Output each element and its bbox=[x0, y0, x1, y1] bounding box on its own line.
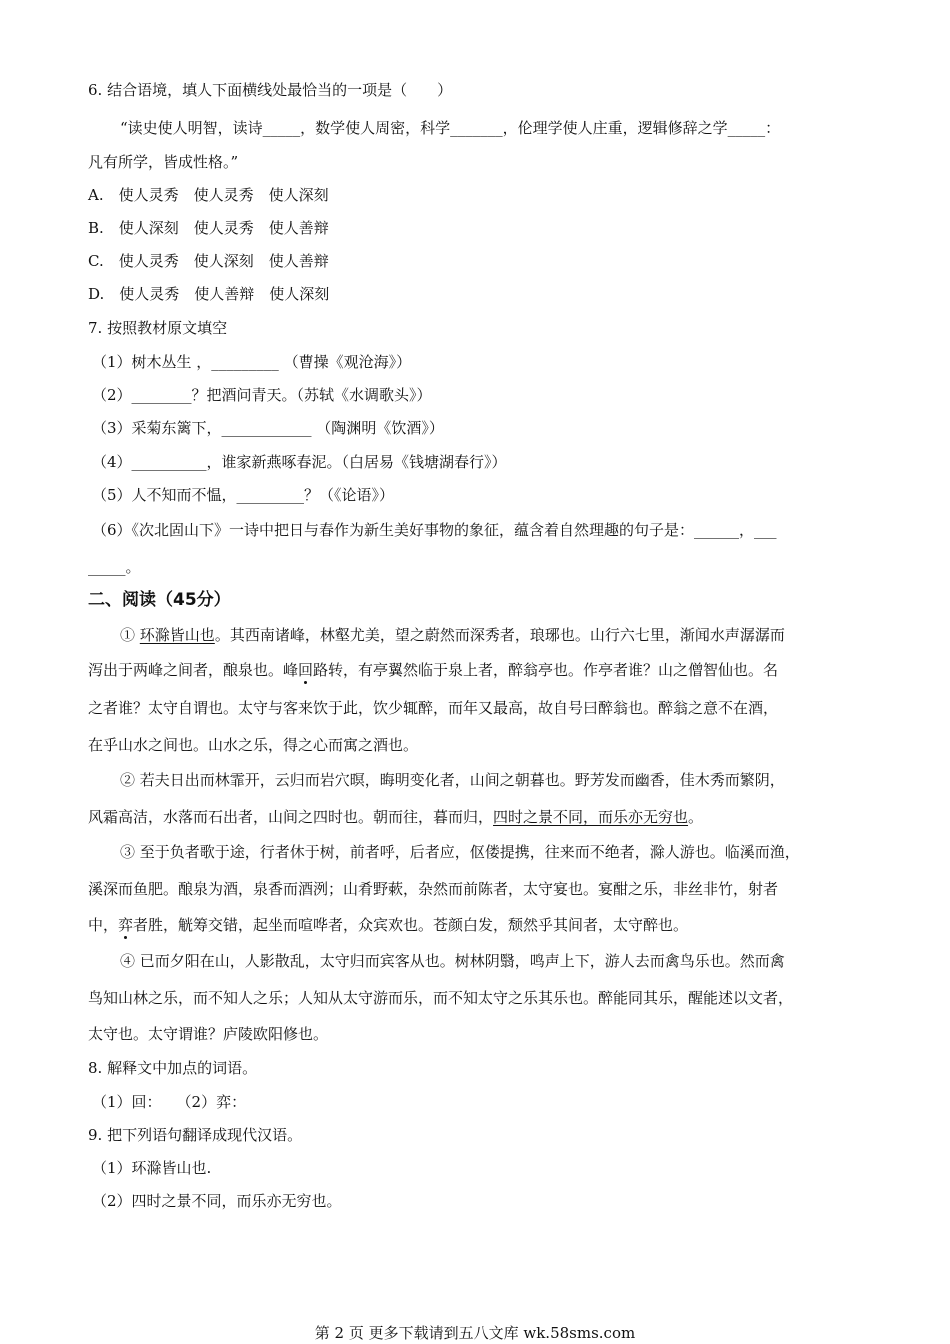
q7-item-4: （4）__________，谁家新燕啄春泥。（白居易《钱塘湖春行》） bbox=[92, 453, 507, 471]
underlined-sentence-2: 四时之景不同，而乐亦无穷也 bbox=[493, 808, 689, 826]
passage-p3-line2: 溪深而鱼肥。酿泉为酒，泉香而酒洌；山肴野蔌，杂然而前陈者，太守宴也。宴酣之乐，非丝非竹，射者 bbox=[88, 880, 779, 898]
passage-text: 风霜高洁，水落而石出者，山间之四时也。朝而往，暮而归， bbox=[88, 808, 494, 826]
passage-text: 路转，有亭翼然临于泉上者，醉翁亭也。作亭者谁？山之僧智仙也。名 bbox=[313, 661, 779, 679]
dotted-word-hui: 回 bbox=[298, 661, 314, 679]
passage-text: 中， bbox=[88, 916, 119, 934]
q9-item-1: （1）环滁皆山也. bbox=[92, 1159, 212, 1177]
q6-stem: 6. 结合语境，填人下面横线处最恰当的一项是（ ） bbox=[88, 81, 453, 99]
passage-p3-line3 bbox=[88, 915, 688, 935]
passage-p1-line4: 在乎山水之间也。山水之乐，得之心而寓之酒也。 bbox=[88, 736, 419, 754]
passage-p4-line1: ④ 已而夕阳在山，人影散乱，太守归而宾客从也。树林阴翳，鸣声上下，游人去而禽鸟乐也。然而禽 bbox=[120, 952, 785, 970]
passage-text: 。 bbox=[688, 808, 704, 826]
underlined-sentence-1: 环滁皆山也 bbox=[139, 626, 215, 644]
passage-text: 者胜，觥筹交错，起坐而喧哗者，众宾欢也。苍颜白发，颓然乎其间者，太守醉也。 bbox=[133, 916, 689, 934]
q7-item-6: （6）《次北固山下》一诗中把日与春作为新生美好事物的象征，蕴含着自然理趣的句子是：______，___ bbox=[92, 521, 777, 539]
q8-stem: 8. 解释文中加点的词语。 bbox=[88, 1059, 258, 1077]
q9-stem: 9. 把下列语句翻译成现代汉语。 bbox=[88, 1126, 303, 1144]
passage-p3-line1: ③ 至于负者歌于途，行者休于树，前者呼，后者应，伛偻提携，往来而不绝者，滁人游也。临溪而渔， bbox=[120, 843, 800, 861]
passage-p1-line3: 之者谁？太守自谓也。太守与客来饮于此，饮少辄醉，而年又最高，故自号曰醉翁也。醉翁之意不在酒， bbox=[88, 699, 779, 717]
passage-text: 泻出于两峰之间者，酿泉也。峰 bbox=[88, 661, 299, 679]
dotted-word-yi: 弈 bbox=[118, 916, 134, 934]
passage-p1-line1 bbox=[120, 625, 785, 645]
passage-p2-line2 bbox=[88, 807, 703, 827]
q7-item-2: （2）________？把酒问青天。（苏轼《水调歌头》） bbox=[92, 386, 432, 404]
q6-quote-line2: 凡有所学，皆成性格。” bbox=[88, 153, 239, 171]
passage-p2-line1: ② 若夫日出而林霏开，云归而岩穴暝，晦明变化者，山间之朝暮也。野芳发而幽香，佳木秀而繁阴， bbox=[120, 771, 785, 789]
passage-text: 。其西南诸峰，林壑尤美，望之蔚然而深秀者，琅琊也。山行六七里，渐闻水声潺潺而 bbox=[214, 626, 785, 644]
q9-item-2: （2）四时之景不同，而乐亦无穷也。 bbox=[92, 1192, 342, 1210]
q6-option-c: C. 使人灵秀 使人深刻 使人善辩 bbox=[88, 252, 329, 270]
q8-items: （1）回： （2）弈： bbox=[92, 1093, 247, 1111]
passage-p4-line2: 鸟知山林之乐，而不知人之乐；人知从太守游而乐，而不知太守之乐其乐也。醉能同其乐，醒能述以文者， bbox=[88, 989, 794, 1007]
section-heading: 二、阅读（45分） bbox=[88, 590, 231, 610]
q6-option-b: B. 使人深刻 使人灵秀 使人善辩 bbox=[88, 219, 329, 237]
q6-quote-line1: “读史使人明智，读诗_____，数学使人周密，科学_______，伦理学使人庄重，逻辑修辞之学_____： bbox=[120, 119, 781, 137]
q7-item-5: （5）人不知而不愠，_________？（《论语》） bbox=[92, 486, 395, 504]
passage-p1-line2 bbox=[88, 660, 778, 680]
q6-option-a: A. 使人灵秀 使人灵秀 使人深刻 bbox=[88, 186, 329, 204]
q7-stem: 7. 按照教材原文填空 bbox=[88, 319, 228, 337]
q6-option-d: D. 使人灵秀 使人善辩 使人深刻 bbox=[88, 285, 330, 303]
page-footer: 第 2 页 更多下载请到五八文库 wk.58sms.com bbox=[314, 1324, 636, 1342]
paragraph-marker: ① bbox=[120, 626, 136, 644]
q7-item-6-continued: _____。 bbox=[88, 558, 141, 576]
q7-item-3: （3）采菊东篱下，____________ （陶渊明《饮酒》） bbox=[92, 419, 444, 437]
q7-item-1: （1）树木丛生 ，_________ （曹操《观沧海》） bbox=[92, 353, 412, 371]
passage-p4-line3: 太守也。太守谓谁？庐陵欧阳修也。 bbox=[88, 1025, 329, 1043]
